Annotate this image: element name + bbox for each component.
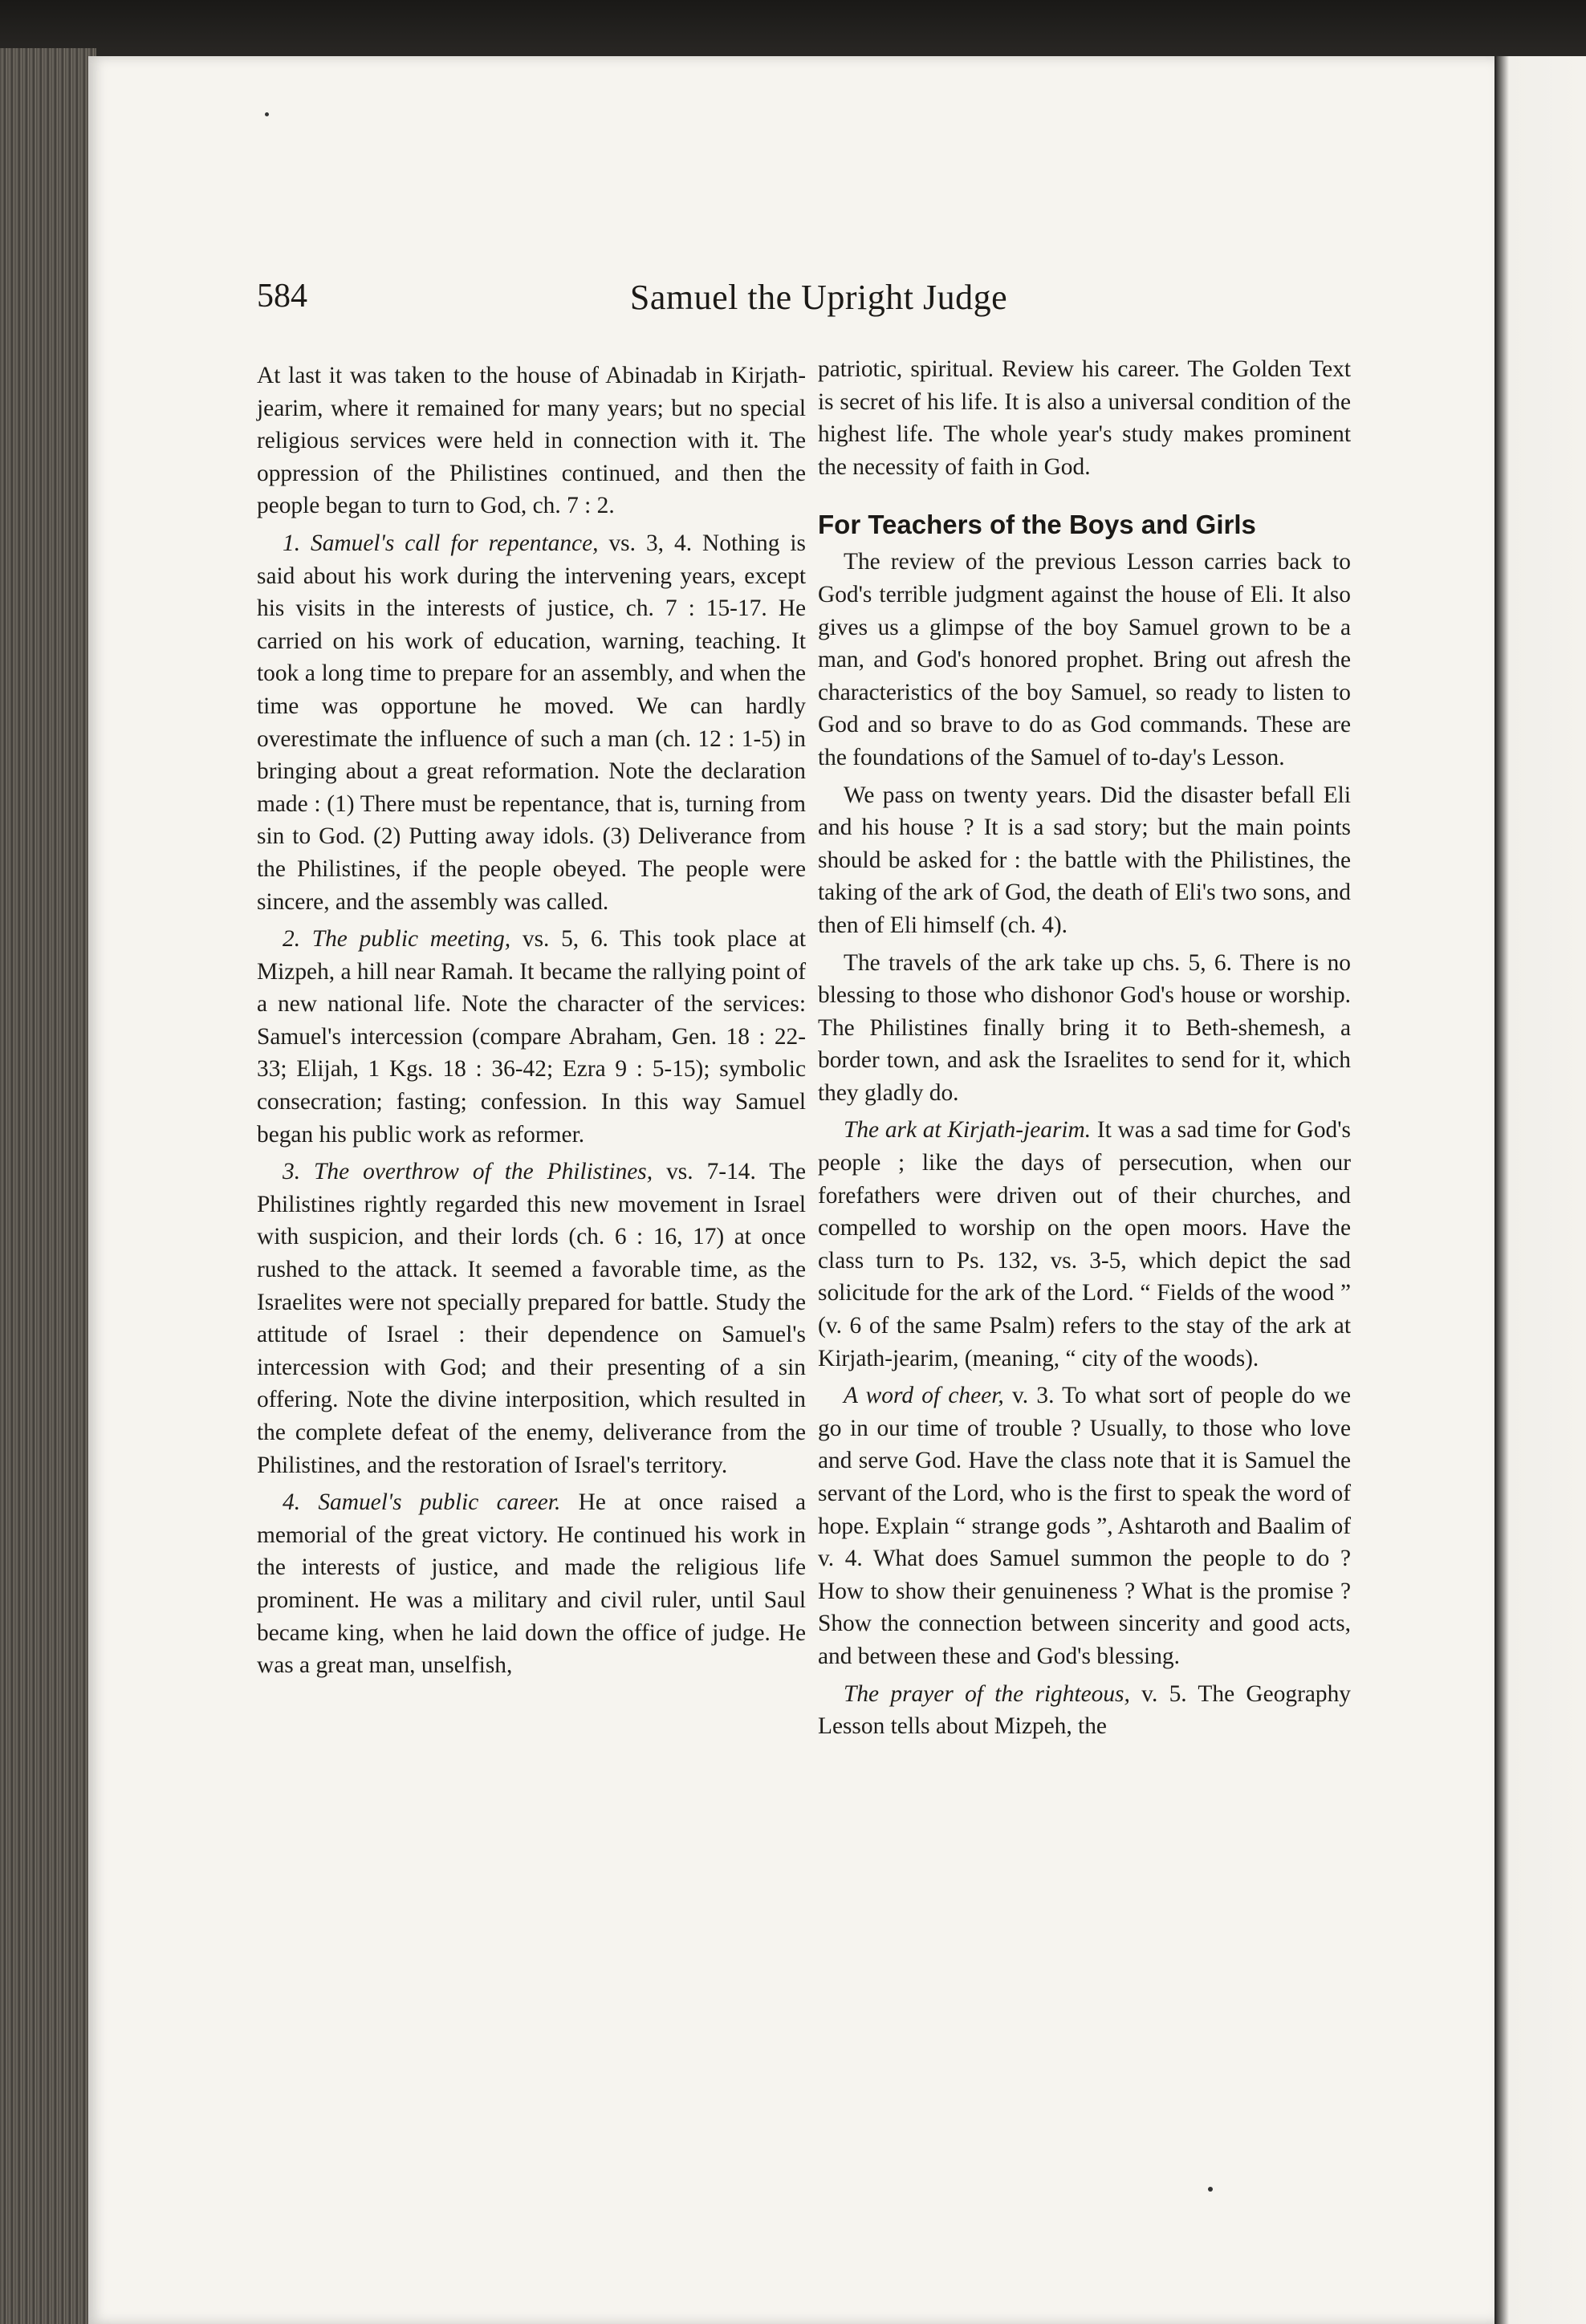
left-column	[257, 360, 806, 1682]
paragraph-text: v. 3. To what sort of people do we go in our time of trouble ? Usually, to those who love and serve God. Have the class note that it is Samuel the servant of the Lord, who is the first to speak the word of hope. Explain “ strange gods ”, Ashtaroth and Baalim of v. 4. What does Samuel summon the people to do ? How to show their genuineness ? What is the promise ? Show the connection between sincerity and good acts, and between these and God's blessing.	[818, 1383, 1351, 1669]
paragraph: The review of the previous Lesson carries back to God's terrible judgment against the house of Eli. It also gives us a glimpse of the boy Samuel grown to be a man, and God's honored prophet. Bring out afresh the characteristics of the boy Samuel, so ready to listen to God and so brave to do as God commands. These are the foundations of the Samuel of to-day's Lesson.	[818, 549, 1351, 770]
section-label: The prayer of the righteous,	[844, 1680, 1130, 1707]
paragraph-text: vs. 3, 4. Nothing is said about his work during the intervening years, except his visits in the interests of justice, ch. 7 : 15-17. He carried on his work of education, warning, teaching. It took a long time to prepare for an assembly, and when the time was opportune he moved. We can hardly overestimate the influence of such a man (ch. 12 : 1-5) in bringing about a great reformation. Note the declaration made : (1) There must be repentance, that is, turning from sin to God. (2) Putting away idols. (3) Deliverance from the Philistines, if the people obeyed. The people were sincere, and the assembly was called.	[257, 530, 806, 915]
paragraph-overthrow	[257, 1156, 806, 1481]
paragraph-samuels-call	[257, 527, 806, 918]
paragraph: At last it was taken to the house of Abinadab in Kirjath-jearim, where it remained for many years; but no special religious services were held in connection with it. The oppression of the Philistines continued, and then the people began to turn to God, ch. 7 : 2.	[257, 363, 806, 519]
right-column	[818, 353, 1351, 1743]
book-spine-edge	[0, 48, 96, 2324]
paragraph: We pass on twenty years. Did the disaster befall Eli and his house ? It is a sad story; but the main points should be asked for : the battle with the Philistines, the taking of the ark of God, the death of Eli's two sons, and then of Eli himself (ch. 4).	[818, 782, 1351, 938]
paper-speck	[265, 112, 269, 116]
page-header	[257, 277, 1348, 333]
section-label: 4. Samuel's public career.	[283, 1489, 561, 1516]
section-label: The ark at Kirjath-jearim.	[844, 1117, 1092, 1144]
section-label: 2. The public meeting,	[283, 926, 511, 953]
section-label: 1. Samuel's call for repentance,	[283, 530, 599, 556]
running-title: Samuel the Upright Judge	[629, 278, 1008, 317]
paragraph-text: It was a sad time for God's people ; like the days of persecution, when our forefathers were driven out of their churches, and compelled to worship on the open moors. Have the class turn to Ps. 132, vs. 3-5, which depict the sad solicitude for the ark of the Lord. “ Fields of the wood ” (v. 6 of the same Psalm) refers to the stay of the ark at Kirjath-jearim, (meaning, “ city of the woods).	[818, 1117, 1351, 1371]
section-label: A word of cheer,	[844, 1383, 1004, 1409]
paragraph-ark-at-kirjath-jearim	[818, 1114, 1351, 1375]
paragraph-text: He at once raised a memorial of the great victory. He continued his work in the interests of justice, and made the religious life prominent. He was a military and civil ruler, until Saul became king, when he laid down the office of judge. He was a great man, unselfish,	[257, 1489, 807, 1679]
paragraph-word-of-cheer	[818, 1379, 1351, 1672]
paragraph-public-career	[257, 1486, 806, 1682]
section-label: 3. The overthrow of the Philistines,	[283, 1159, 653, 1185]
section-heading: For Teachers of the Boys and Girls	[818, 510, 1256, 540]
page-number: 584	[257, 278, 307, 315]
facing-page-edge	[1494, 56, 1586, 2324]
paragraph-prayer-of-righteous	[818, 1678, 1351, 1743]
paragraph-public-meeting	[257, 923, 806, 1151]
paragraph: The travels of the ark take up chs. 5, 6. There is no blessing to those who dishonor God's house or worship. The Philistines finally bring it to Beth-shemesh, a border town, and ask the Israelites to send for it, which they gladly do.	[818, 949, 1351, 1106]
scan-top-shadow	[0, 0, 1586, 64]
paragraph-text: v. 5. The Geography Lesson tells about Mizpeh, the	[818, 1680, 1352, 1740]
paper-speck	[1208, 2187, 1213, 2192]
paragraph-text: vs. 5, 6. This took place at Mizpeh, a hill near Ramah. It became the rallying point of a new national life. Note the character of the services: Samuel's intercession (compare Abraham, Gen. 18 : 22-33; Elijah, 1 Kgs. 18 : 36-42; Ezra 9 : 5-15); symbolic consecration; fasting; confession. In this way Samuel began his public work as reformer.	[257, 926, 806, 1148]
paragraph: patriotic, spiritual. Review his career. The Golden Text is secret of his life. It is also a universal condition of the highest life. The whole year's study makes prominent the necessity of faith in God.	[818, 356, 1351, 480]
paragraph-text: vs. 7-14. The Philistines rightly regarded this new movement in Israel with suspicion, and their lords (ch. 6 : 16, 17) at once rushed to the attack. It seemed a favorable time, as the Israelites were not specially prepared for battle. Study the attitude of Israel : their dependence on Samuel's intercession with God; and their presenting of a sin offering. Note the divine interposition, which resulted in the complete defeat of the enemy, deliverance from the Philistines, and the restoration of Israel's territory.	[257, 1159, 806, 1478]
